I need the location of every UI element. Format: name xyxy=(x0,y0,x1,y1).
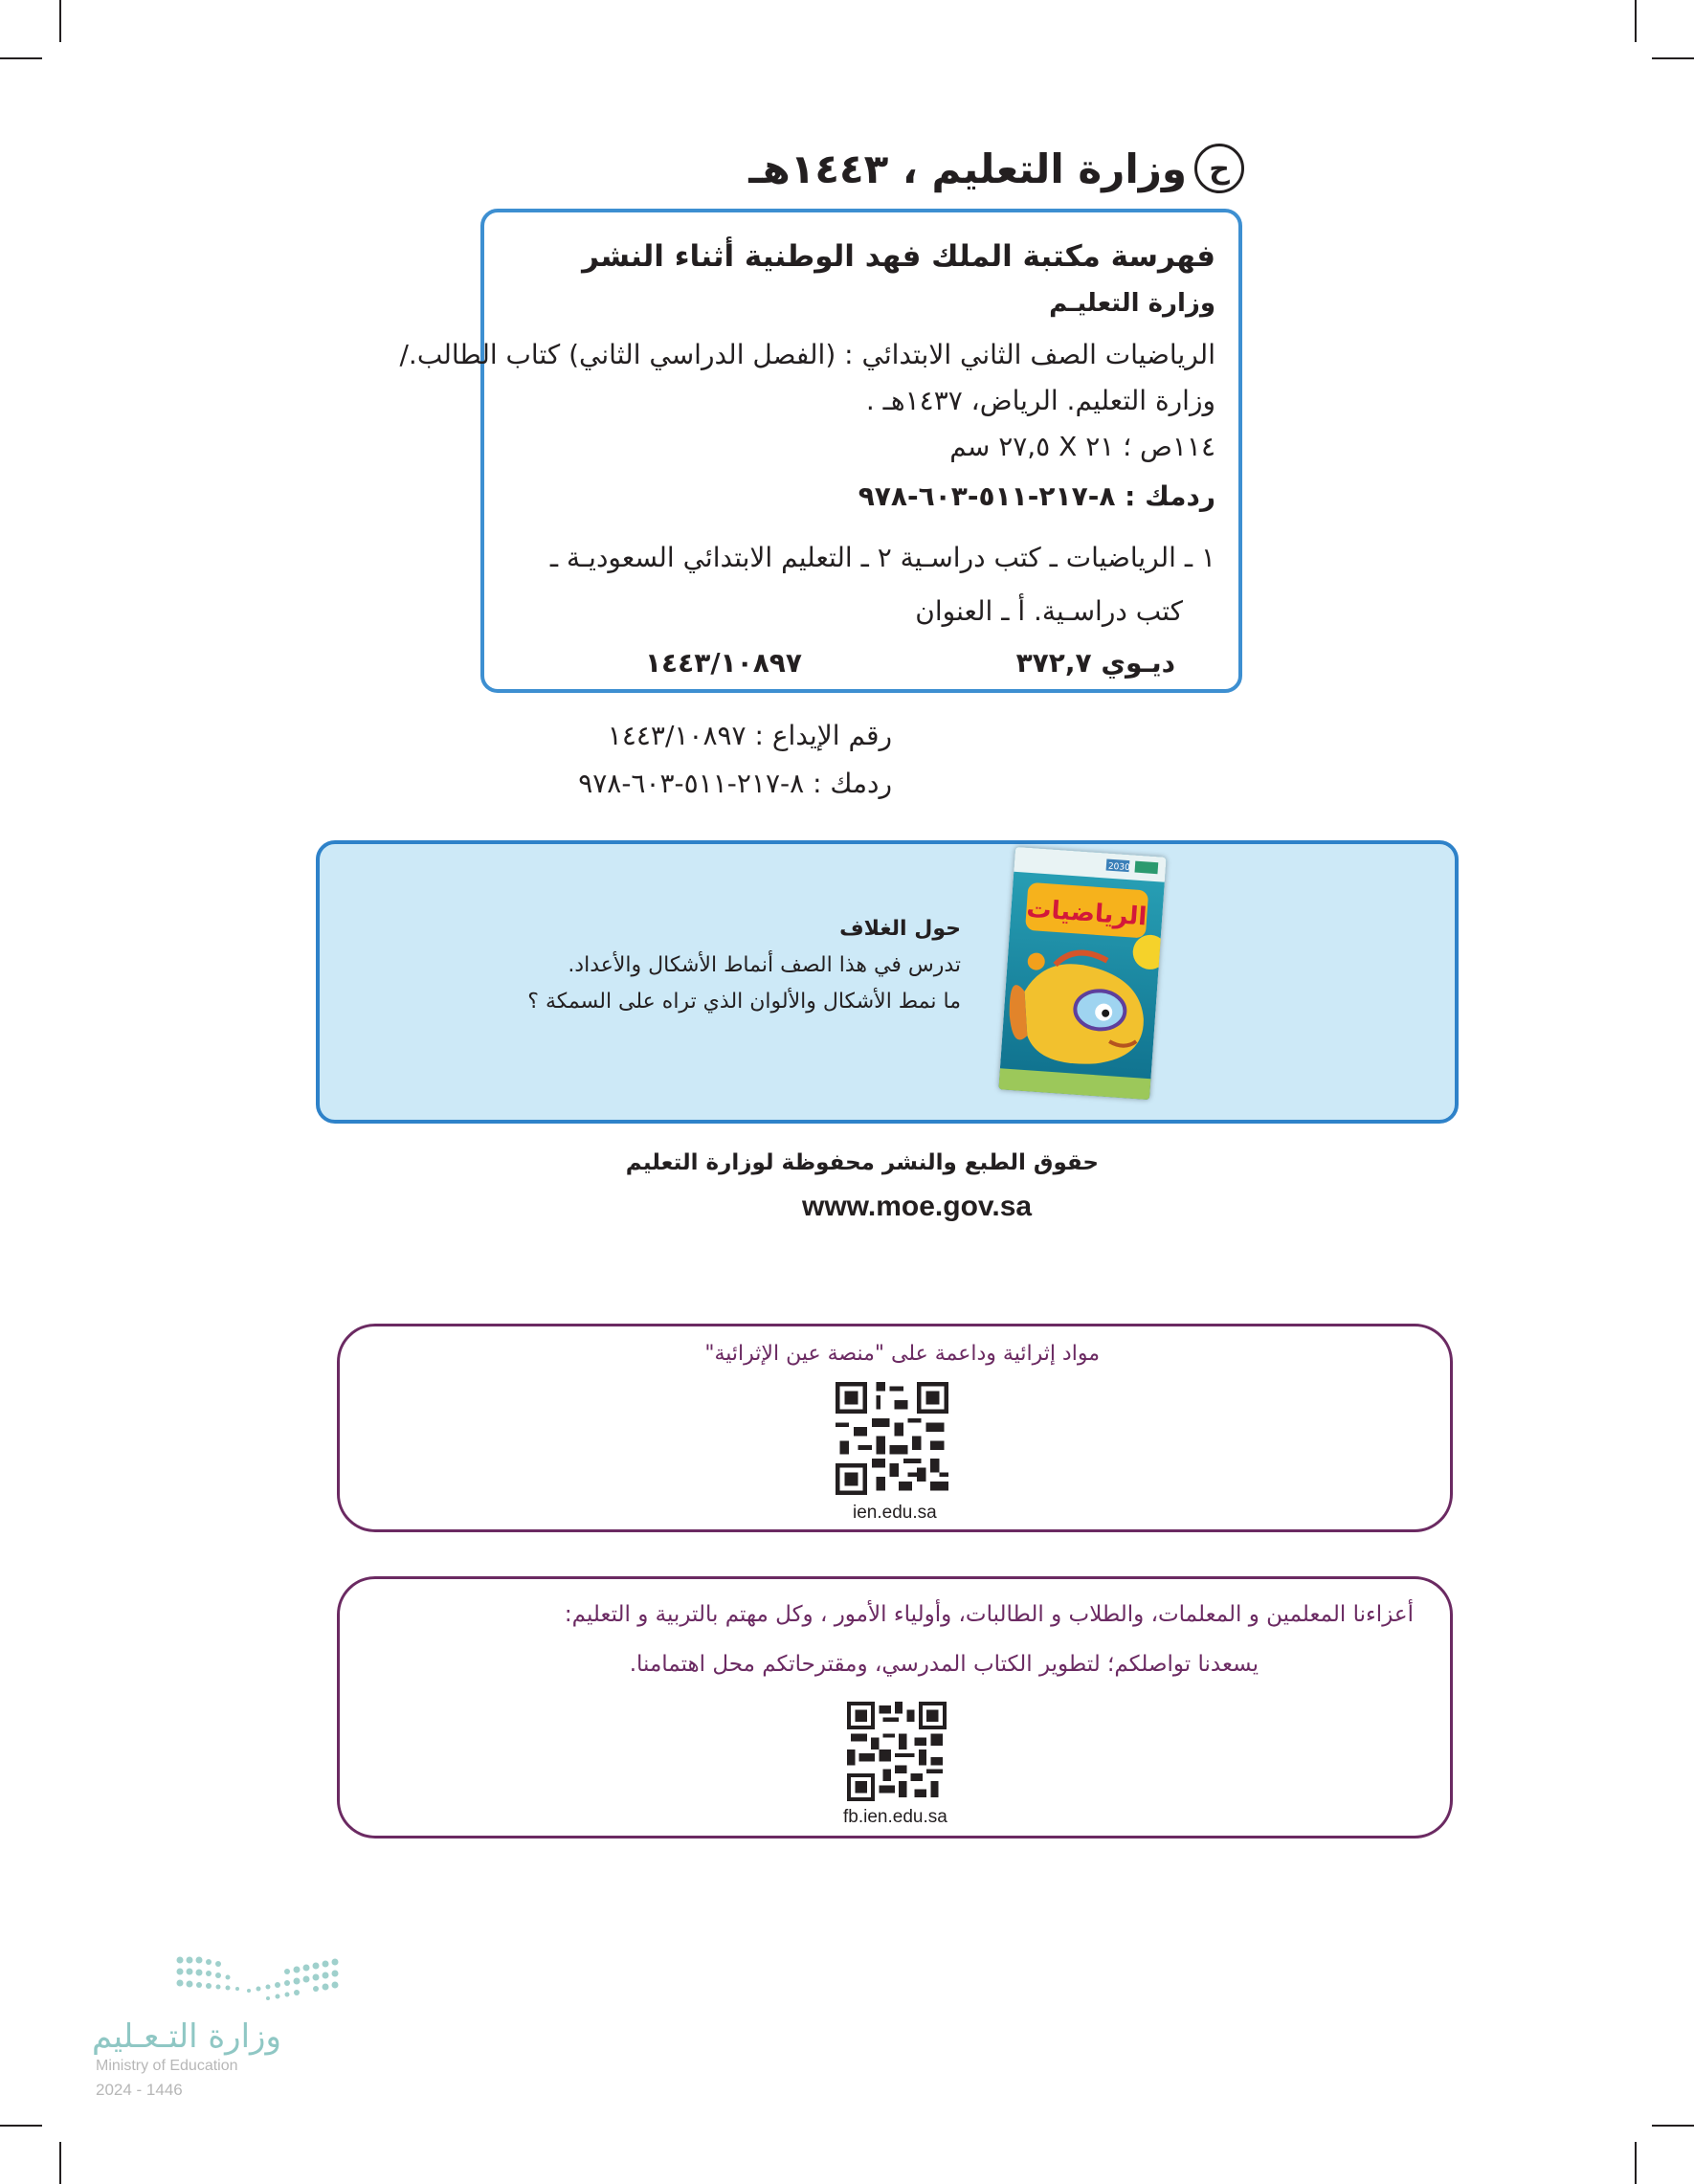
catalog-subjects: ١ ـ الرياضيات ـ كتب دراسـية ٢ ـ التعليم الابتدائي السعوديـة ـ xyxy=(549,542,1215,573)
deposit-number: رقم الإيداع : ١٤٤٣/١٠٨٩٧ xyxy=(607,720,892,751)
ministry-logo-english: Ministry of Education xyxy=(96,2058,238,2074)
catalog-dimensions-line: ١١٤ص ؛ ٢١ X ٢٧,٥ سم xyxy=(949,431,1215,462)
catalog-box xyxy=(399,209,1242,693)
feedback-line-2: يسعدنا تواصلكم؛ لتطوير الكتاب المدرسي، ومقترحاتكم محل اهتمامنا. xyxy=(629,1652,1259,1677)
catalog-dewey: ديـوي ٣٧٢,٧ xyxy=(1015,647,1175,679)
rights-notice: حقوق الطبع والنشر محفوظة لوزارة التعليم xyxy=(625,1150,1099,1175)
edition-year: 2024 - 1446 xyxy=(96,2081,183,2099)
crop-mark xyxy=(0,57,42,59)
cover-line-1: تدرس في هذا الصف أنماط الأشكال والأعداد. xyxy=(568,953,961,977)
crop-mark xyxy=(59,0,61,42)
crop-mark xyxy=(0,2125,42,2127)
crop-mark xyxy=(59,2142,61,2184)
catalog-title-line: الرياضيات الصف الثاني الابتدائي : (الفصل الدراسي الثاني) كتاب الطالب./ xyxy=(399,339,1215,370)
website-link[interactable]: www.moe.gov.sa xyxy=(802,1191,1033,1222)
ien-qr-code[interactable] xyxy=(836,1382,948,1495)
deposit-isbn: ردمك : ٨-٢١٧-٥١١-٦٠٣-٩٧٨ xyxy=(578,768,892,799)
feedback-box xyxy=(337,1576,1453,1839)
crop-mark xyxy=(1635,0,1637,42)
feedback-url[interactable]: fb.ien.edu.sa xyxy=(843,1807,947,1827)
fish-cover-illustration xyxy=(998,847,1166,1100)
cover-thumbnail xyxy=(998,847,1166,1100)
feedback-qr-code[interactable] xyxy=(847,1702,947,1801)
copyright-mark: ح xyxy=(1194,144,1244,193)
crop-mark xyxy=(1652,2125,1694,2127)
catalog-subjects-cont: كتب دراسـية. أ ـ العنوان xyxy=(915,595,1183,627)
ministry-logo-dots xyxy=(174,1952,341,2006)
about-cover-box xyxy=(316,840,1459,1124)
cover-book-title: الرياضيات xyxy=(1025,894,1148,932)
cover-badge: 2030 xyxy=(1107,861,1131,874)
cover-heading: حول الغلاف xyxy=(839,917,961,941)
copyright-line xyxy=(748,144,1244,193)
ien-text: مواد إثرائية وداعمة على "منصة عين الإثرائية" xyxy=(704,1342,1100,1366)
cover-line-2: ما نمط الأشكال والألوان الذي تراه على السمكة ؟ xyxy=(527,990,961,1014)
catalog-deposit-no: ١٤٤٣/١٠٨٩٧ xyxy=(644,647,802,679)
ien-box xyxy=(337,1324,1453,1532)
catalog-publisher-line: وزارة التعليم. الرياض، ١٤٣٧هـ . xyxy=(865,385,1215,416)
ien-url[interactable]: ien.edu.sa xyxy=(853,1503,937,1523)
crop-mark xyxy=(1635,2142,1637,2184)
catalog-author: وزارة التعليـم xyxy=(1049,289,1215,318)
feedback-line-1: أعزاءنا المعلمين و المعلمات، والطلاب و الطالبات، وأولياء الأمور ، وكل مهتم بالتربية و التعليم: xyxy=(564,1602,1414,1627)
catalog-heading: فهرسة مكتبة الملك فهد الوطنية أثناء النشر xyxy=(582,239,1215,274)
catalog-isbn: ردمك : ٨-٢١٧-٥١١-٦٠٣-٩٧٨ xyxy=(858,480,1215,512)
ministry-logo-arabic: وزارة التـعـليم xyxy=(92,2017,281,2056)
cover-text xyxy=(527,911,961,1020)
copyright-text: وزارة التعليم ، ١٤٤٣هـ xyxy=(748,145,1187,192)
crop-mark xyxy=(1652,57,1694,59)
